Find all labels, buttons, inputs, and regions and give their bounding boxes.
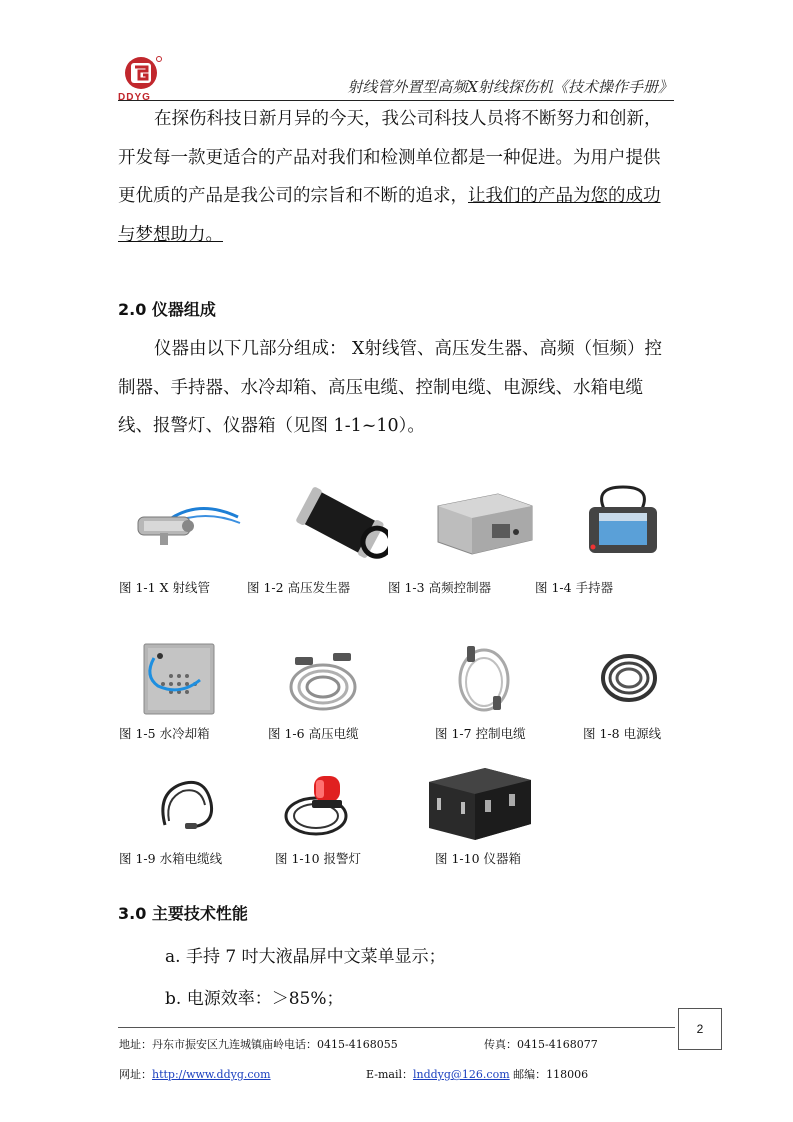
alarm-lamp-photo (280, 772, 356, 840)
footer-address: 地址：丹东市振安区九连城镇庙岭电话：0415-4168055 (119, 1038, 398, 1051)
figure-caption: 图 1-10 报警灯 (275, 851, 362, 866)
power-cord-photo (598, 648, 660, 706)
instrument-case-photo (425, 762, 535, 842)
website-link[interactable]: http://www.ddyg.com (152, 1068, 271, 1081)
list-item: a. 手持 7 吋大液晶屏中文菜单显示； (165, 947, 446, 967)
control-cable-photo (453, 640, 515, 715)
hv-generator-photo (290, 480, 388, 565)
figure-caption: 图 1-10 仪器箱 (435, 851, 522, 866)
xray-tube-photo (130, 497, 242, 559)
figure-caption: 图 1-1 X 射线管 (119, 580, 210, 595)
logo-text: DDYG (118, 92, 151, 103)
cooling-box-photo (140, 640, 218, 718)
list-item: b. 电源效率：＞85%； (165, 989, 344, 1009)
footer-fax: 传真：0415-4168077 (484, 1038, 598, 1051)
email-link[interactable]: lnddyg@126.com (412, 1068, 510, 1081)
footer-website (119, 1066, 271, 1082)
figure-caption: 图 1-2 高压发生器 (247, 580, 351, 595)
postcode: 邮编：118006 (513, 1068, 589, 1081)
footer-divider (118, 1027, 675, 1028)
intro-text: 在探伤科技日新月异的今天，我公司科技人员将不断努力和创新，开发每一款更适合的产品对我们和检测单位都是一种促进。为用户提供更优质的产品是我公司的宗旨和不断的追求， (118, 109, 662, 206)
figure-caption: 图 1-6 高压电缆 (268, 726, 359, 741)
figure-caption: 图 1-5 水冷却箱 (119, 726, 210, 741)
handheld-photo (583, 483, 663, 563)
controller-photo (428, 488, 538, 558)
hv-cable-photo (285, 645, 363, 715)
section-3-heading: 3.0 主要技术性能 (118, 904, 248, 923)
intro-underlined-text: 让我们的产品为您的成功与梦想助力。 (118, 186, 661, 245)
figure-caption: 图 1-4 手持器 (535, 580, 614, 595)
tank-cable-photo (155, 775, 217, 837)
footer-email (366, 1066, 588, 1082)
figure-caption: 图 1-9 水箱电缆线 (119, 851, 223, 866)
figure-caption: 图 1-7 控制电缆 (435, 726, 526, 741)
section-2-heading: 2.0 仪器组成 (118, 300, 216, 319)
figure-caption: 图 1-8 电源线 (583, 726, 662, 741)
page-number: 2 (678, 1008, 722, 1050)
section-2-paragraph: 仪器由以下几部分组成： X射线管、高压发生器、高频（恒频）控制器、手持器、水冷却箱、高压电缆、控制电缆、电源线、水箱电缆线、报警灯、仪器箱（见图 1-1~10）。 (118, 339, 663, 436)
figure-caption: 图 1-3 高频控制器 (388, 580, 492, 595)
email-label: E-mail： (366, 1068, 413, 1081)
website-label: 网址： (119, 1068, 152, 1081)
intro-paragraph (118, 100, 676, 254)
header-title: 射线管外置型高频X射线探伤机《技术操作手册》 (347, 78, 673, 96)
